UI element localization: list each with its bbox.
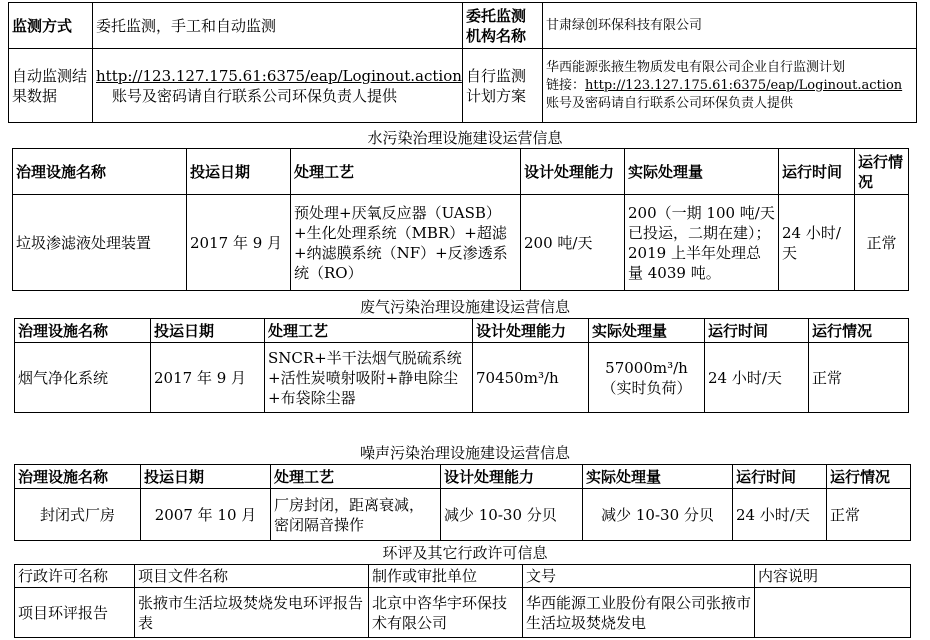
gas-cell-process: SNCR+半干法烟气脱硫系统+活性炭喷射吸附+静电除尘+布袋除尘器 bbox=[265, 343, 473, 413]
monitor-method-label: 监测方式 bbox=[9, 3, 93, 49]
auto-monitor-note: 账号及密码请自行联系公司环保负责人提供 bbox=[112, 86, 398, 105]
water-cell-process: 预处理+厌氧反应器（UASB）+生化处理系统（MBR）+超滤+纳滤膜系统（NF）+反渗透系统（RO） bbox=[291, 195, 521, 291]
permit-cell-file: 张掖市生活垃圾焚烧发电环评报告表 bbox=[135, 588, 369, 638]
gas-header-status: 运行情况 bbox=[809, 319, 909, 343]
permit-header-doc-no: 文号 bbox=[523, 565, 755, 588]
noise-cell-date: 2007 年 10 月 bbox=[141, 489, 271, 541]
water-table bbox=[12, 148, 909, 291]
monitor-org-label: 委托监测机构名称 bbox=[463, 3, 543, 49]
water-header-name: 治理设施名称 bbox=[13, 149, 187, 195]
noise-header-name: 治理设施名称 bbox=[15, 465, 141, 489]
gas-header-name: 治理设施名称 bbox=[15, 319, 151, 343]
gas-header-actual: 实际处理量 bbox=[589, 319, 705, 343]
noise-header-date: 投运日期 bbox=[141, 465, 271, 489]
water-cell-status: 正常 bbox=[855, 195, 909, 291]
self-monitor-note: 账号及密码请自行联系公司环保负责人提供 bbox=[546, 95, 794, 111]
noise-header-actual: 实际处理量 bbox=[583, 465, 733, 489]
noise-header-runtime: 运行时间 bbox=[733, 465, 827, 489]
gas-cell-status: 正常 bbox=[809, 343, 909, 413]
self-monitor-cell bbox=[543, 49, 917, 123]
water-cell-actual: 200（一期 100 吨/天已投运，二期在建）；2019 上半年处理总量 4039 吨。 bbox=[625, 195, 779, 291]
self-monitor-plan: 华西能源张掖生物质发电有限公司企业自行监测计划 bbox=[546, 59, 846, 75]
water-header-status: 运行情况 bbox=[855, 149, 909, 195]
noise-header-status: 运行情况 bbox=[827, 465, 911, 489]
gas-header-runtime: 运行时间 bbox=[705, 319, 809, 343]
permit-section-title: 环评及其它行政许可信息 bbox=[382, 544, 548, 562]
permit-header-unit: 制作或审批单位 bbox=[369, 565, 523, 588]
noise-cell-runtime: 24 小时/天 bbox=[733, 489, 827, 541]
gas-cell-date: 2017 年 9 月 bbox=[151, 343, 265, 413]
auto-monitor-link[interactable]: http://123.127.175.61:6375/eap/Loginout.action bbox=[96, 66, 462, 85]
auto-monitor-label: 自动监测结果数据 bbox=[9, 49, 93, 123]
noise-cell-actual: 减少 10-30 分贝 bbox=[583, 489, 733, 541]
water-section-title: 水污染治理设施建设运营信息 bbox=[367, 129, 563, 147]
gas-header-design-capacity: 设计处理能力 bbox=[473, 319, 589, 343]
noise-header-process: 处理工艺 bbox=[271, 465, 441, 489]
gas-header-date: 投运日期 bbox=[151, 319, 265, 343]
noise-section-title: 噪声污染治理设施建设运营信息 bbox=[359, 444, 570, 462]
water-header-runtime: 运行时间 bbox=[779, 149, 855, 195]
water-cell-date: 2017 年 9 月 bbox=[187, 195, 291, 291]
noise-header-design-capacity: 设计处理能力 bbox=[441, 465, 583, 489]
permit-header-description: 内容说明 bbox=[755, 565, 911, 588]
noise-cell-process: 厂房封闭，距离衰减，密闭隔音操作 bbox=[271, 489, 441, 541]
water-header-design-capacity: 设计处理能力 bbox=[521, 149, 625, 195]
noise-cell-status: 正常 bbox=[827, 489, 911, 541]
self-monitor-link[interactable]: http://123.127.175.61:6375/eap/Loginout.action bbox=[585, 77, 903, 93]
noise-cell-name: 封闭式厂房 bbox=[15, 489, 141, 541]
gas-cell-name: 烟气净化系统 bbox=[15, 343, 151, 413]
water-cell-runtime: 24 小时/天 bbox=[779, 195, 855, 291]
water-cell-name: 垃圾渗滤液处理装置 bbox=[13, 195, 187, 291]
water-header-date: 投运日期 bbox=[187, 149, 291, 195]
water-header-process: 处理工艺 bbox=[291, 149, 521, 195]
monitoring-info-table bbox=[8, 2, 917, 123]
monitor-org-value: 甘肃绿创环保科技有限公司 bbox=[543, 3, 917, 49]
permit-header-file: 项目文件名称 bbox=[135, 565, 369, 588]
permit-cell-description bbox=[755, 588, 911, 638]
permit-cell-unit: 北京中咨华宇环保技术有限公司 bbox=[369, 588, 523, 638]
permit-header-name: 行政许可名称 bbox=[15, 565, 135, 588]
noise-cell-design-capacity: 减少 10-30 分贝 bbox=[441, 489, 583, 541]
monitor-method-value: 委托监测，手工和自动监测 bbox=[93, 3, 463, 49]
gas-header-process: 处理工艺 bbox=[265, 319, 473, 343]
gas-table bbox=[14, 318, 909, 413]
permit-table bbox=[14, 564, 911, 638]
auto-monitor-cell bbox=[93, 49, 463, 123]
permit-cell-name: 项目环评报告 bbox=[15, 588, 135, 638]
gas-cell-runtime: 24 小时/天 bbox=[705, 343, 809, 413]
water-cell-design-capacity: 200 吨/天 bbox=[521, 195, 625, 291]
water-header-actual: 实际处理量 bbox=[625, 149, 779, 195]
permit-cell-doc-no: 华西能源工业股份有限公司张掖市生活垃圾焚烧发电 bbox=[523, 588, 755, 638]
noise-table bbox=[14, 464, 911, 541]
gas-cell-design-capacity: 70450m³/h bbox=[473, 343, 589, 413]
self-monitor-link-prefix: 链接： bbox=[546, 77, 586, 93]
gas-section-title: 废气污染治理设施建设运营信息 bbox=[359, 298, 570, 316]
self-monitor-label: 自行监测计划方案 bbox=[463, 49, 543, 123]
gas-cell-actual: 57000m³/h（实时负荷） bbox=[589, 343, 705, 413]
